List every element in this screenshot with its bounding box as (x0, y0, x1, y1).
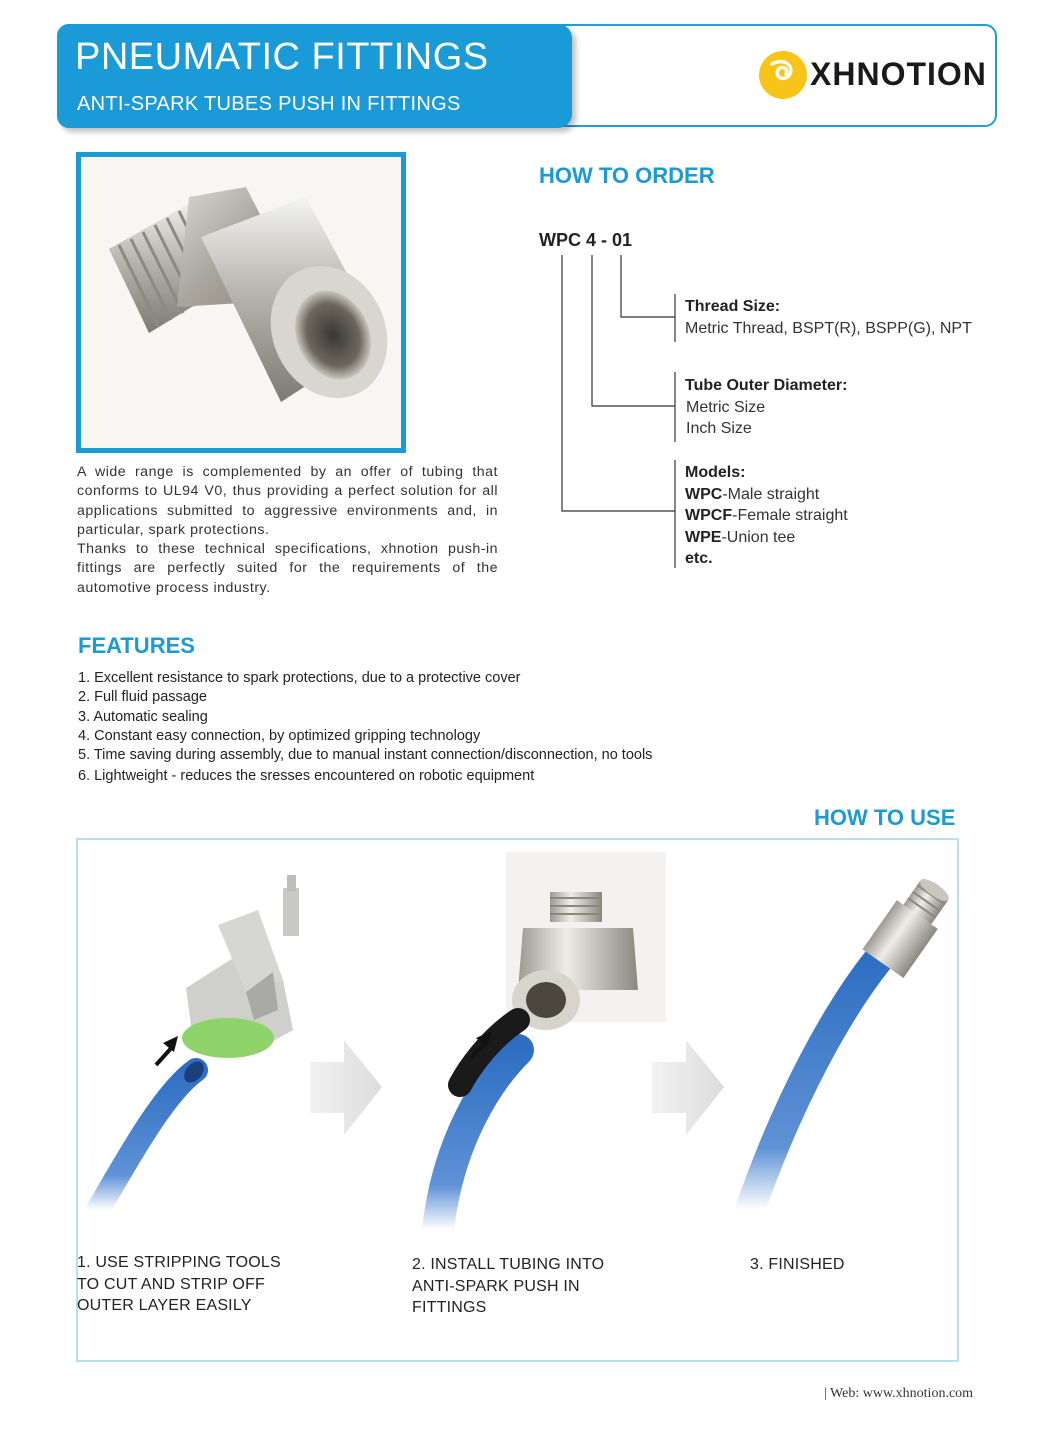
feature-item: 2. Full fluid passage (78, 689, 207, 706)
product-photo (76, 152, 406, 453)
thread-size-heading: Thread Size: (685, 298, 781, 315)
tube-diameter-heading: Tube Outer Diameter: (685, 377, 848, 394)
male-straight-fitting-icon (81, 157, 401, 448)
feature-item: 3. Automatic sealing (78, 708, 208, 725)
order-code: WPC 4 - 01 (539, 230, 633, 250)
tube-inch: Inch Size (686, 420, 752, 437)
model-item: WPC-Male straight (685, 485, 820, 503)
features-title: FEATURES (78, 633, 195, 658)
tube-icon (750, 960, 878, 1210)
how-to-use-title: HOW TO USE (814, 805, 956, 830)
next-step-arrow-icon (652, 1040, 724, 1135)
page-title: PNEUMATIC FITTINGS (75, 36, 489, 78)
description-paragraph-1: A wide range is complemented by an offer of tubing that conforms to UL94 V0, thus providing a perfect solution for all applications submitted to aggressive environments and, in particular, spark protections. (77, 464, 498, 538)
page-subtitle: ANTI-SPARK TUBES PUSH IN FITTINGS (77, 93, 461, 115)
step-3-caption: 3. FINISHED (750, 1256, 845, 1273)
product-description (77, 463, 498, 598)
footer-website: | Web: www.xhnotion.com (824, 1386, 974, 1401)
feature-item: 4. Constant easy connection, by optimized gripping technology (78, 727, 481, 744)
arrow-up-right-icon (156, 1036, 178, 1065)
feature-item: 5. Time saving during assembly, due to manual instant connection/disconnection, no tools (78, 747, 653, 764)
order-code-connector-lines (555, 252, 685, 572)
step-2-caption: 2. INSTALL TUBING INTO ANTI-SPARK PUSH IN FITTINGS (412, 1256, 605, 1316)
models-etc: etc. (685, 550, 713, 567)
models-heading: Models: (685, 464, 746, 481)
thread-size-block (685, 296, 972, 339)
description-paragraph-2: Thanks to these technical specifications, xhnotion push-in fittings are perfectly suited for the requirements of the automotive process industry. (77, 541, 498, 596)
feature-item: 6. Lightweight - reduces the sresses encountered on robotic equipment (78, 768, 535, 785)
models-block (685, 462, 848, 570)
step-1-caption: 1. USE STRIPPING TOOLS TO CUT AND STRIP OFF OUTER LAYER EASILY (77, 1254, 281, 1314)
features-list (78, 669, 652, 787)
how-to-order-title: HOW TO ORDER (539, 163, 715, 188)
brand-name: XHNOTION (810, 56, 987, 92)
model-item: WPCF-Female straight (685, 507, 848, 524)
model-item: WPE-Union tee (685, 528, 796, 546)
tube-diameter-block (685, 375, 847, 440)
next-step-arrow-icon (310, 1040, 382, 1135)
tube-metric: Metric Size (686, 398, 766, 416)
brand-logo-icon (756, 48, 810, 102)
tube-icon (98, 1070, 196, 1210)
feature-item: 1. Excellent resistance to spark protections, due to a protective cover (78, 670, 521, 686)
how-to-use-illustration (78, 840, 957, 1240)
stripping-tool-icon (182, 875, 299, 1058)
thread-size-value: Metric Thread, BSPT(R), BSPP(G), NPT (685, 319, 972, 337)
